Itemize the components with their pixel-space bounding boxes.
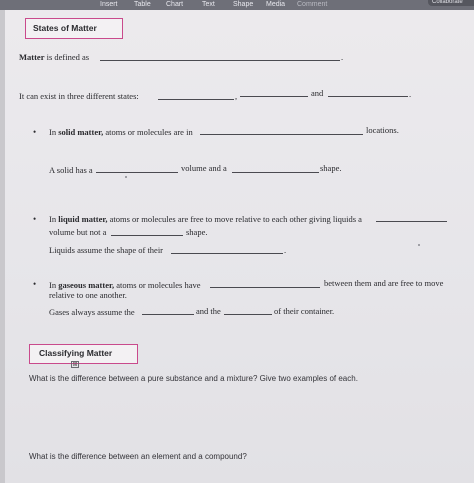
liquid-matter-term: liquid matter, <box>58 214 108 224</box>
question-element-compound: What is the difference between an element and a compound? <box>29 452 247 461</box>
solid-shape-text: shape. <box>320 163 342 173</box>
liquid-shape-blank[interactable] <box>111 235 183 236</box>
toolbar-shape-button[interactable]: Shape <box>233 1 254 8</box>
gas-container-text: of their container. <box>274 306 335 316</box>
defined-as-text: is defined as <box>46 52 90 62</box>
toolbar-comment-button[interactable]: Comment <box>297 1 328 8</box>
toolbar-insert-button[interactable]: Insert <box>100 1 118 8</box>
gas-matter-line <box>49 280 200 290</box>
gas-intro: In <box>49 280 57 290</box>
states-and: and <box>311 88 324 98</box>
solid-has-text: A solid has a <box>49 165 93 175</box>
gas-between-text: between them and are free to move <box>324 278 444 288</box>
solid-shape-blank[interactable] <box>232 172 319 173</box>
liquid-rest-text: atoms or molecules are free to move relative to each other giving liquids a <box>109 214 362 224</box>
gas-and-the-text: and the <box>196 306 221 316</box>
gas-space-blank[interactable] <box>210 287 320 288</box>
states-of-matter-heading[interactable]: States of Matter <box>25 18 123 39</box>
volume-and-a-text: volume and a <box>181 163 227 173</box>
cursor-mark <box>125 176 127 178</box>
gas-matter-term: gaseous matter, <box>58 280 115 290</box>
solid-intro: In <box>49 127 57 137</box>
solid-rest-text: atoms or molecules are in <box>105 127 193 137</box>
liquid-line-2: volume but not a <box>49 227 107 237</box>
gas-shape-blank[interactable] <box>142 314 194 315</box>
solid-locations-text: locations. <box>366 125 399 135</box>
table-handle-icon[interactable]: ⊞ <box>72 361 78 368</box>
liquid-assume-text: Liquids assume the shape of their <box>49 245 164 255</box>
toolbar-chart-button[interactable]: Chart <box>166 1 184 8</box>
matter-term: Matter <box>19 52 45 62</box>
gas-line-2: relative to one another. <box>49 290 127 300</box>
app-toolbar <box>0 0 474 10</box>
liquid-container-blank[interactable] <box>171 253 283 254</box>
matter-definition-blank[interactable] <box>100 60 340 61</box>
cursor-mark <box>418 244 420 246</box>
three-states-text: It can exist in three different states: <box>19 91 139 101</box>
solid-locations-blank[interactable] <box>200 134 363 135</box>
definition-period: . <box>341 52 344 62</box>
states-period: . <box>409 89 412 99</box>
liquid-matter-line <box>49 214 362 224</box>
solid-volume-blank[interactable] <box>96 172 178 173</box>
toolbar-text-button[interactable]: Text <box>202 1 215 8</box>
toolbar-media-button[interactable]: Media <box>266 1 286 8</box>
gas-volume-blank[interactable] <box>224 314 272 315</box>
states-comma: , <box>235 91 238 101</box>
state-1-blank[interactable] <box>158 99 234 100</box>
liquid-volume-blank[interactable] <box>376 221 447 222</box>
matter-definition-line <box>19 52 89 62</box>
gas-assume-text: Gases always assume the <box>49 307 135 317</box>
liquid-bullet: • <box>33 214 37 224</box>
classifying-matter-heading[interactable]: Classifying Matter <box>29 344 138 364</box>
solid-matter-term: solid matter, <box>58 127 104 137</box>
question-pure-substance-mixture: What is the difference between a pure substance and a mixture? Give two examples of each. <box>29 374 358 383</box>
solid-matter-line <box>49 127 193 137</box>
toolbar-table-button[interactable]: Table <box>134 1 151 8</box>
gas-rest-text: atoms or molecules have <box>116 280 201 290</box>
gas-bullet: • <box>33 279 37 289</box>
liquid-intro: In <box>49 214 57 224</box>
state-3-blank[interactable] <box>328 96 408 97</box>
solid-bullet: • <box>33 127 37 137</box>
state-2-blank[interactable] <box>240 96 308 97</box>
liquid-period: . <box>284 245 287 255</box>
liquid-shape-text: shape. <box>186 227 208 237</box>
collaborate-button[interactable]: Collaborate <box>428 0 474 6</box>
